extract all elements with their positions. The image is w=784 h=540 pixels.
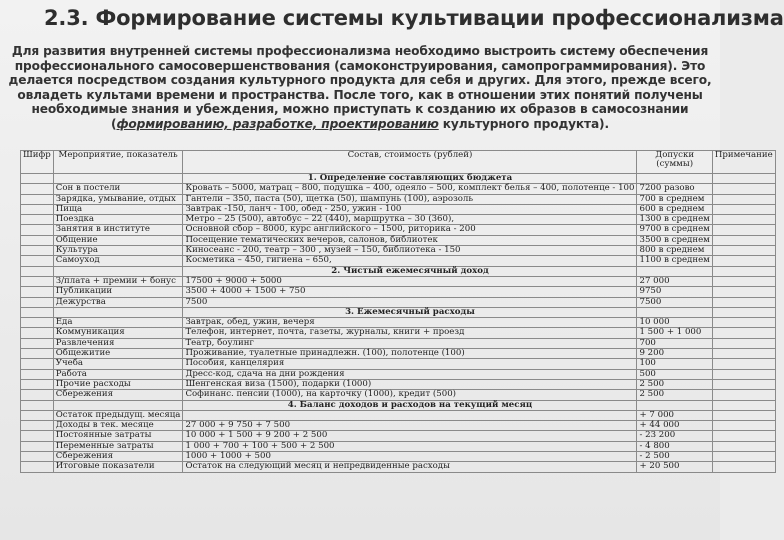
code-cell (21, 194, 54, 204)
slide-title: 2.3. Формирование системы культивации профессионализма (44, 6, 784, 30)
composition-cell: Гантели – 350, паста (50), щетка (50), шампунь (100), аэрозоль (183, 194, 637, 204)
table-row (21, 194, 776, 204)
note-cell (712, 359, 775, 369)
composition-cell: 7500 (183, 297, 637, 307)
composition-cell: Телефон, интернет, почта, газеты, журналы, книги + проезд (183, 328, 637, 338)
event-cell: Пища (53, 204, 183, 214)
table-row (21, 431, 776, 441)
note-cell (712, 431, 775, 441)
code-cell (21, 421, 54, 431)
code-cell (21, 297, 54, 307)
note-cell (712, 338, 775, 348)
note-cell (712, 318, 775, 328)
composition-cell: Посещение тематических вечеров, салонов, библиотек (183, 235, 637, 245)
allowance-cell (637, 307, 712, 317)
allowance-cell: 3500 в среднем (637, 235, 712, 245)
event-cell: Постоянные затраты (53, 431, 183, 441)
note-cell (712, 174, 775, 184)
note-cell (712, 462, 775, 472)
table-row (21, 225, 776, 235)
event-cell: Переменные затраты (53, 441, 183, 451)
section-row (21, 400, 776, 410)
table-row (21, 410, 776, 420)
table-row (21, 256, 776, 266)
allowance-cell: 800 в среднем (637, 246, 712, 256)
intro-paragraph (6, 44, 714, 132)
event-cell: Занятия в институте (53, 225, 183, 235)
table-row (21, 452, 776, 462)
note-cell (712, 421, 775, 431)
event-cell: Самоуход (53, 256, 183, 266)
event-cell: Доходы в тек. месяце (53, 421, 183, 431)
section-title: 2. Чистый ежемесячный доход (183, 266, 637, 276)
table-row (21, 297, 776, 307)
code-cell (21, 441, 54, 451)
allowance-cell: 1 500 + 1 000 (637, 328, 712, 338)
composition-cell: Кровать – 5000, матрац – 800, подушка – 400, одеяло – 500, комплект белья – 400, полотенце - 100 (183, 184, 637, 194)
allowance-cell: 700 в среднем (637, 194, 712, 204)
allowance-cell: - 2 500 (637, 452, 712, 462)
event-cell: Общение (53, 235, 183, 245)
allowance-cell: 1300 в среднем (637, 215, 712, 225)
intro-text-italic: формированию, разработке, проектированию (116, 116, 439, 131)
event-cell: Сбережения (53, 452, 183, 462)
allowance-cell (637, 400, 712, 410)
composition-cell: Софинанс. пенсии (1000), на карточку (1000), кредит (500) (183, 390, 637, 400)
note-cell (712, 297, 775, 307)
table-row (21, 287, 776, 297)
allowance-cell: 9 200 (637, 349, 712, 359)
event-cell: Сбережения (53, 390, 183, 400)
allowance-cell: + 7 000 (637, 410, 712, 420)
code-cell (21, 215, 54, 225)
section-row (21, 307, 776, 317)
table-row (21, 318, 776, 328)
composition-cell: 17500 + 9000 + 5000 (183, 276, 637, 286)
code-cell (21, 400, 54, 410)
header-note: Примечание (712, 151, 775, 174)
event-cell: Учеба (53, 359, 183, 369)
note-cell (712, 379, 775, 389)
allowance-cell: 7200 разово (637, 184, 712, 194)
allowance-cell: 1100 в среднем (637, 256, 712, 266)
header-composition: Состав, стоимость (рублей) (183, 151, 637, 174)
code-cell (21, 174, 54, 184)
event-cell (53, 266, 183, 276)
note-cell (712, 276, 775, 286)
event-cell: Работа (53, 369, 183, 379)
header-code: Шифр (21, 151, 54, 174)
event-cell: Итоговые показатели (53, 462, 183, 472)
allowance-cell: - 23 200 (637, 431, 712, 441)
composition-cell: Основной сбор – 8000, курс английского – 1500, риторика - 200 (183, 225, 637, 235)
allowance-cell: + 20 500 (637, 462, 712, 472)
allowance-cell: - 4 800 (637, 441, 712, 451)
composition-cell (183, 410, 637, 420)
intro-text-end: культурного продукта). (438, 116, 609, 131)
code-cell (21, 431, 54, 441)
table-row (21, 246, 776, 256)
note-cell (712, 390, 775, 400)
code-cell (21, 379, 54, 389)
budget-table (20, 150, 776, 473)
table-row (21, 359, 776, 369)
event-cell: З/плата + премии + бонус (53, 276, 183, 286)
composition-cell: Шенгенская виза (1500), подарки (1000) (183, 379, 637, 389)
event-cell: Остаток предыдущ. месяца (53, 410, 183, 420)
event-cell: Поездка (53, 215, 183, 225)
composition-cell: Остаток на следующий месяц и непредвиденные расходы (183, 462, 637, 472)
code-cell (21, 184, 54, 194)
note-cell (712, 328, 775, 338)
composition-cell: 3500 + 4000 + 1500 + 750 (183, 287, 637, 297)
header-event: Мероприятие, показатель (53, 151, 183, 174)
note-cell (712, 184, 775, 194)
note-cell (712, 452, 775, 462)
allowance-cell: + 44 000 (637, 421, 712, 431)
event-cell (53, 307, 183, 317)
note-cell (712, 215, 775, 225)
allowance-cell: 100 (637, 359, 712, 369)
event-cell: Общежитие (53, 349, 183, 359)
allowance-cell: 9750 (637, 287, 712, 297)
note-cell (712, 194, 775, 204)
code-cell (21, 287, 54, 297)
code-cell (21, 462, 54, 472)
composition-cell: Проживание, туалетные принадлежн. (100), полотенце (100) (183, 349, 637, 359)
table-body (21, 174, 776, 473)
note-cell (712, 256, 775, 266)
allowance-cell: 27 000 (637, 276, 712, 286)
event-cell: Сон в постели (53, 184, 183, 194)
event-cell: Еда (53, 318, 183, 328)
note-cell (712, 266, 775, 276)
allowance-cell: 9700 в среднем (637, 225, 712, 235)
event-cell: Дежурства (53, 297, 183, 307)
code-cell (21, 390, 54, 400)
table-row (21, 369, 776, 379)
section-row (21, 266, 776, 276)
note-cell (712, 400, 775, 410)
table-header-row (21, 151, 776, 174)
composition-cell: 1 000 + 700 + 100 + 500 + 2 500 (183, 441, 637, 451)
event-cell: Публикации (53, 287, 183, 297)
code-cell (21, 307, 54, 317)
event-cell: Развлечения (53, 338, 183, 348)
code-cell (21, 276, 54, 286)
note-cell (712, 204, 775, 214)
note-cell (712, 410, 775, 420)
composition-cell: Театр, боулинг (183, 338, 637, 348)
event-cell: Коммуникация (53, 328, 183, 338)
table-row (21, 462, 776, 472)
composition-cell: Завтрак, обед, ужин, вечеря (183, 318, 637, 328)
code-cell (21, 204, 54, 214)
event-cell (53, 174, 183, 184)
allowance-cell: 500 (637, 369, 712, 379)
note-cell (712, 349, 775, 359)
allowance-cell: 2 500 (637, 379, 712, 389)
note-cell (712, 369, 775, 379)
code-cell (21, 369, 54, 379)
code-cell (21, 349, 54, 359)
composition-cell: Дресс-код, сдача на дни рождения (183, 369, 637, 379)
section-title: 4. Баланс доходов и расходов на текущий месяц (183, 400, 637, 410)
note-cell (712, 307, 775, 317)
note-cell (712, 225, 775, 235)
intro-text-main: Для развития внутренней системы профессионализма необходимо выстроить систему обеспечения профессионального самосовершенствования (самоконструирования, самопрограммирования). Это делается посредством создания культурного продукта для себя и других. Для этого, прежде всего, овладеть культами времени и пространства. После того, как в отношении этих понятий получены необходимые знания и убеждения, можно приступать к созданию их образов в самосознании ( (8, 44, 712, 131)
allowance-cell: 600 в среднем (637, 204, 712, 214)
note-cell (712, 441, 775, 451)
table-row (21, 349, 776, 359)
composition-cell: Метро – 25 (500), автобус – 22 (440), маршрутка – 30 (360), (183, 215, 637, 225)
table-row (21, 276, 776, 286)
code-cell (21, 359, 54, 369)
code-cell (21, 225, 54, 235)
composition-cell: Киносеанс - 200, театр – 300 , музей – 150, библиотека - 150 (183, 246, 637, 256)
composition-cell: Пособия, канцелярия (183, 359, 637, 369)
table-row (21, 184, 776, 194)
table-row (21, 441, 776, 451)
section-title: 1. Определение составляющих бюджета (183, 174, 637, 184)
event-cell (53, 400, 183, 410)
code-cell (21, 410, 54, 420)
composition-cell: Завтрак -150, ланч - 100, обед - 250, ужин - 100 (183, 204, 637, 214)
code-cell (21, 318, 54, 328)
table-row (21, 328, 776, 338)
event-cell: Зарядка, умывание, отдых (53, 194, 183, 204)
allowance-cell (637, 266, 712, 276)
composition-cell: 27 000 + 9 750 + 7 500 (183, 421, 637, 431)
code-cell (21, 328, 54, 338)
allowance-cell: 2 500 (637, 390, 712, 400)
composition-cell: 10 000 + 1 500 + 9 200 + 2 500 (183, 431, 637, 441)
allowance-cell: 10 000 (637, 318, 712, 328)
code-cell (21, 338, 54, 348)
code-cell (21, 452, 54, 462)
allowance-cell: 7500 (637, 297, 712, 307)
event-cell: Культура (53, 246, 183, 256)
code-cell (21, 235, 54, 245)
section-title: 3. Ежемесячный расходы (183, 307, 637, 317)
event-cell: Прочие расходы (53, 379, 183, 389)
table-row (21, 421, 776, 431)
code-cell (21, 266, 54, 276)
composition-cell: 1000 + 1000 + 500 (183, 452, 637, 462)
allowance-cell (637, 174, 712, 184)
composition-cell: Косметика – 450, гигиена – 650, (183, 256, 637, 266)
note-cell (712, 235, 775, 245)
code-cell (21, 256, 54, 266)
table-row (21, 338, 776, 348)
note-cell (712, 246, 775, 256)
header-allowance: Допуски (суммы) (637, 151, 712, 174)
note-cell (712, 287, 775, 297)
allowance-cell: 700 (637, 338, 712, 348)
code-cell (21, 246, 54, 256)
table-row (21, 390, 776, 400)
